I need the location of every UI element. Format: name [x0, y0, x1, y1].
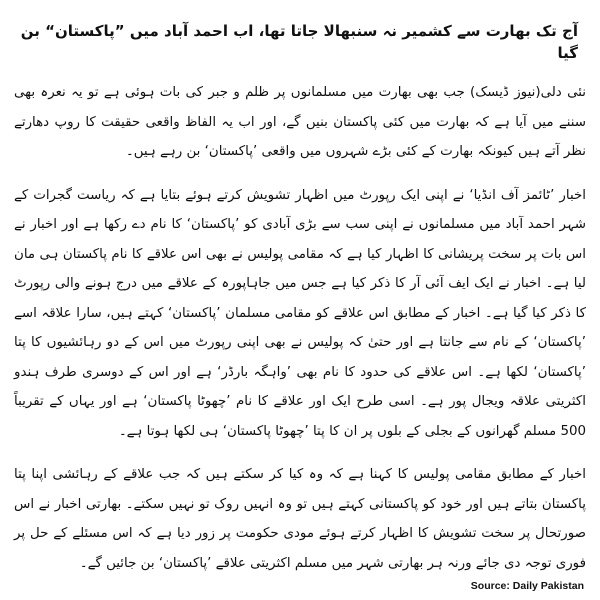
source-credit: Source: Daily Pakistan: [470, 580, 584, 592]
article-paragraph-police: اخبار کے مطابق مقامی پولیس کا کہنا ہے کہ وہ کیا کر سکتے ہیں کہ جب علاقے کے رہائشی اپنا پتا پاکستان بتاتے ہیں اور خود کو پاکستانی کہتے ہیں تو وہ انہیں روک تو نہیں سکتے۔ بھارتی اخبار نے اس صورتحال پر سخت تشویش کا اظہار کرتے ہوئے مودی حکومت پر زور دیا ہے کہ اس مسئلے کے حل پر فوری توجہ دی جائے ورنہ ہر بھارتی شہر میں مسلم اکثریتی علاقے ’پاکستان‘ بن جائیں گے۔: [14, 467, 586, 571]
article-headline: آج تک بھارت سے کشمیر نہ سنبھالا جاتا تھا، اب احمد آباد میں ”پاکستان“ بن گیا: [20, 22, 578, 62]
article: [14, 20, 586, 592]
article-paragraph-intro: نئی دلی(نیوز ڈیسک) جب بھی بھارت میں مسلمانوں پر ظلم و جبر کی بات ہوئی ہے تو یہ نعرہ بھی سننے میں آیا ہے کہ بھارت میں کئی پاکستان بنیں گے، اور اب یہ الفاظ واقعی حقیقت کا روپ دھارتے نظر آتے ہیں کیونکہ بھارت کے کئی بڑے شہروں میں واقعی ’پاکستان‘ بن رہے ہیں۔: [14, 85, 586, 159]
article-paragraph-report: اخبار ’ٹائمز آف انڈیا‘ نے اپنی ایک رپورٹ میں اظہار تشویش کرتے ہوئے بتایا ہے کہ ریاست گجرات کے شہر احمد آباد میں مسلمانوں نے اپنی سب سے بڑی آبادی کو ’پاکستان‘ کا نام دے رکھا ہے اور اخبار نے اس بات پر سخت پریشانی کا اظہار کیا ہے کہ مقامی پولیس نے بھی اس علاقے کا نام پاکستان ہی مان لیا ہے۔ اخبار نے ایک ایف آئی آر کا ذکر کیا ہے جس میں جاہاپورہ کے علاقے میں درج ہونے والی رپورٹ کا ذکر کیا گیا ہے۔ اخبار کے مطابق اس علاقے کو مقامی مسلمان ’پاکستان‘ کہتے ہیں، سارا علاقہ اسے ’پاکستان‘ کے نام سے جانتا ہے اور حتیٰ کہ پولیس نے بھی اپنی رپورٹ میں اس کے دو رہائشیوں کا پتا ’پاکستان‘ لکھا ہے۔ اس علاقے کی حدود کا نام بھی ’واہگہ بارڈر‘ ہے اور اس کے دوسری طرف ہندو اکثریتی علاقہ ویجال پور ہے۔ اسی طرح ایک اور علاقے کا نام ’چھوٹا پاکستان‘ ہے اور یہاں کے تقریباً 500 مسلم گھرانوں کے بجلی کے بلوں پر ان کا پتا ’چھوٹا پاکستان‘ ہی لکھا ہوتا ہے۔: [14, 187, 586, 439]
